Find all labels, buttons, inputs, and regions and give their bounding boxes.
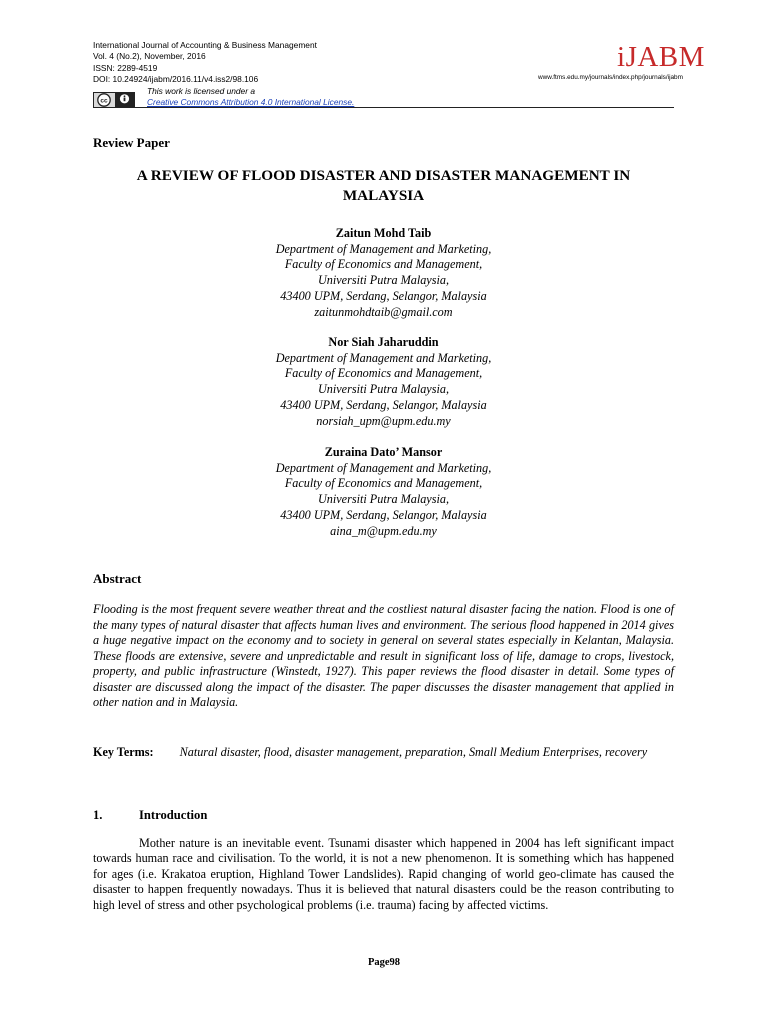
license-link[interactable]: Creative Commons Attribution 4.0 International License.	[147, 96, 355, 107]
journal-doi: DOI: 10.24924/ijabm/2016.11/v4.iss2/98.106	[93, 74, 259, 85]
author-department: Department of Management and Marketing,	[275, 460, 492, 475]
paper-title-line-2: MALAYSIA	[342, 187, 425, 204]
creative-commons-badge-icon	[93, 92, 135, 108]
logo-text: JABM	[625, 41, 705, 73]
journal-header	[93, 40, 613, 86]
author-name: Zaitun Mohd Taib	[335, 226, 432, 240]
author-block	[93, 445, 674, 539]
header-divider	[93, 107, 674, 108]
author-address: 43400 UPM, Serdang, Selangor, Malaysia	[280, 507, 487, 522]
key-terms-label: Key Terms:	[93, 745, 154, 759]
section-number: 1.	[93, 808, 103, 822]
introduction-body	[93, 836, 674, 913]
key-terms	[93, 745, 674, 761]
author-name: Nor Siah Jaharuddin	[328, 335, 439, 349]
page-number: Page98	[367, 957, 401, 968]
author-email[interactable]: norsiah_upm@upm.edu.my	[316, 413, 451, 428]
author-faculty: Faculty of Economics and Management,	[284, 366, 483, 381]
paper-type: Review Paper	[93, 135, 170, 150]
section-title: Introduction	[139, 808, 208, 822]
author-email[interactable]: aina_m@upm.edu.my	[330, 523, 437, 538]
author-department: Department of Management and Marketing,	[275, 350, 492, 365]
abstract-heading: Abstract	[93, 571, 142, 586]
author-address: 43400 UPM, Serdang, Selangor, Malaysia	[280, 397, 487, 412]
author-block	[93, 226, 674, 320]
author-email[interactable]: zaitunmohdtaib@gmail.com	[314, 304, 453, 319]
journal-url[interactable]: www.ftms.edu.my/journals/index.php/journals/ijabm	[538, 74, 683, 81]
author-university: Universiti Putra Malaysia,	[317, 273, 449, 288]
license-notice	[147, 86, 354, 107]
introduction-text: Mother nature is an inevitable event. Tsunami disaster which happened in 2004 has left significant impact towards human race and civilisation. To the world, it is not a new phenomenon. It is something which has happened for ages (i.e. Krakatoa eruption, Highland Tower Landslides). Rapid changing of world geo-climate has caused the disaster to happen frequently nowadays. Thus it is believed that natural disasters could be the reason contributing to high level of stress and other psychological problems (i.e. trauma) facing by affected victims.	[93, 836, 674, 912]
author-university: Universiti Putra Malaysia,	[317, 382, 449, 397]
author-block	[93, 335, 674, 429]
abstract-body: Flooding is the most frequent severe weather threat and the costliest natural disaster facing the nation. Flood is one of the many types of natural disaster that affects human lives and environment. The serious flood happened in 2014 gives a huge negative impact on the economy and to society in general on several states especially in Kelantan, Malaysia. These floods are extensive, severe and unpredictable and result in significant loss of life, damage to crops, livestock, property, and public infrastructure (Winstedt, 1927). This paper reviews the flood disaster in detail. Some types of disaster are discussed along the impact of the disaster. The paper discusses the disaster management that applied in other nation and in Malaysia.	[93, 602, 674, 709]
author-name: Zuraina Dato’ Mansor	[324, 445, 443, 459]
key-terms-text: Natural disaster, flood, disaster management, preparation, Small Medium Enterprises, recovery	[179, 745, 648, 759]
journal-volume: Vol. 4 (No.2), November, 2016	[93, 51, 206, 62]
author-department: Department of Management and Marketing,	[275, 241, 492, 256]
journal-name: International Journal of Accounting & Business Management	[93, 40, 317, 50]
author-faculty: Faculty of Economics and Management,	[284, 257, 483, 272]
journal-logo	[617, 41, 705, 74]
logo-i: i	[617, 41, 626, 73]
paper-title	[93, 166, 674, 206]
section-heading	[93, 808, 207, 823]
license-line: This work is licensed under a	[147, 86, 255, 96]
author-address: 43400 UPM, Serdang, Selangor, Malaysia	[280, 288, 487, 303]
paper-title-line-1: A REVIEW OF FLOOD DISASTER AND DISASTER MANAGEMENT IN	[136, 167, 631, 184]
journal-issn: ISSN: 2289-4519	[93, 62, 158, 73]
cc-badge-label: cc	[100, 97, 108, 105]
author-university: Universiti Putra Malaysia,	[317, 492, 449, 507]
author-faculty: Faculty of Economics and Management,	[284, 476, 483, 491]
